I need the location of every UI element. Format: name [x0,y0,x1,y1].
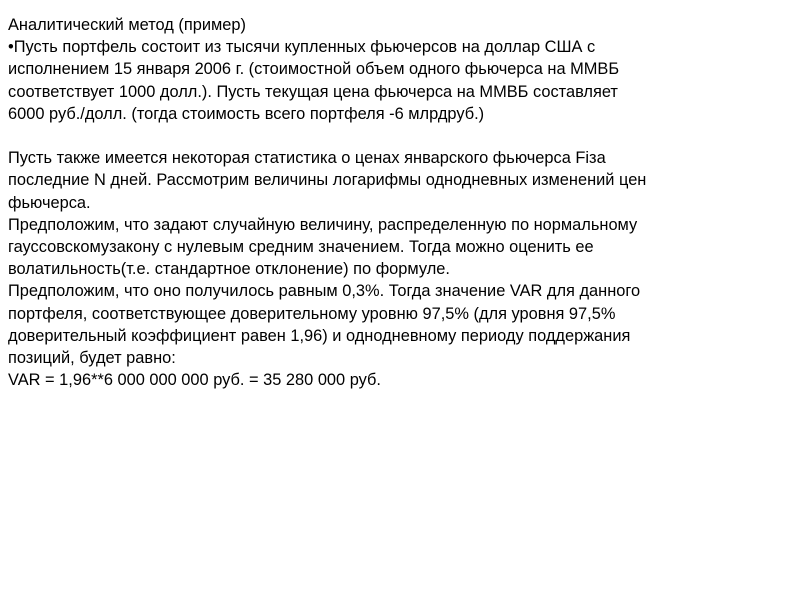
text-line: волатильность(т.е. стандартное отклонение) по формуле. [8,260,450,279]
text-line: позиций, будет равно: [8,349,176,368]
text-line: соответствует 1000 долл.). Пусть текущая цена фьючерса на ММВБ составляет [8,82,618,101]
text-line: портфеля, соответствующее доверительному уровню 97,5% (для уровня 97,5% [8,304,616,323]
text-line: 6000 руб./долл. (тогда стоимость всего портфеля -6 млрдруб.) [8,104,485,123]
text-line: Пусть также имеется некоторая статистика о ценах январского фьючерса Fiза [8,149,606,168]
slide-title: Аналитический метод (пример) [8,16,246,34]
text-line: доверительный коэффициент равен 1,96) и однодневному периоду поддержания [8,326,631,345]
text-line: Предположим, что оно получилось равным 0,3%. Тогда значение VAR для данного [8,282,641,301]
text-block [8,14,792,391]
text-line: •Пусть портфель состоит из тысячи купленных фьючерсов на доллар США с [8,38,596,57]
text-line: последние N дней. Рассмотрим величины логарифмы однодневных изменений цен [8,171,647,190]
var-formula: VAR = 1,96**6 000 000 000 руб. = 35 280 000 руб. [8,371,381,390]
text-line: Предположим, что задают случайную величину, распределенную по нормальному [8,215,638,234]
text-line: исполнением 15 января 2006 г. (стоимостной объем одного фьючерса на ММВБ [8,60,620,79]
text-line: фьючерса. [8,193,91,212]
paragraph-spacer [8,125,792,147]
text-line: гауссовскомузакону с нулевым средним значением. Тогда можно оценить ее [8,238,594,257]
